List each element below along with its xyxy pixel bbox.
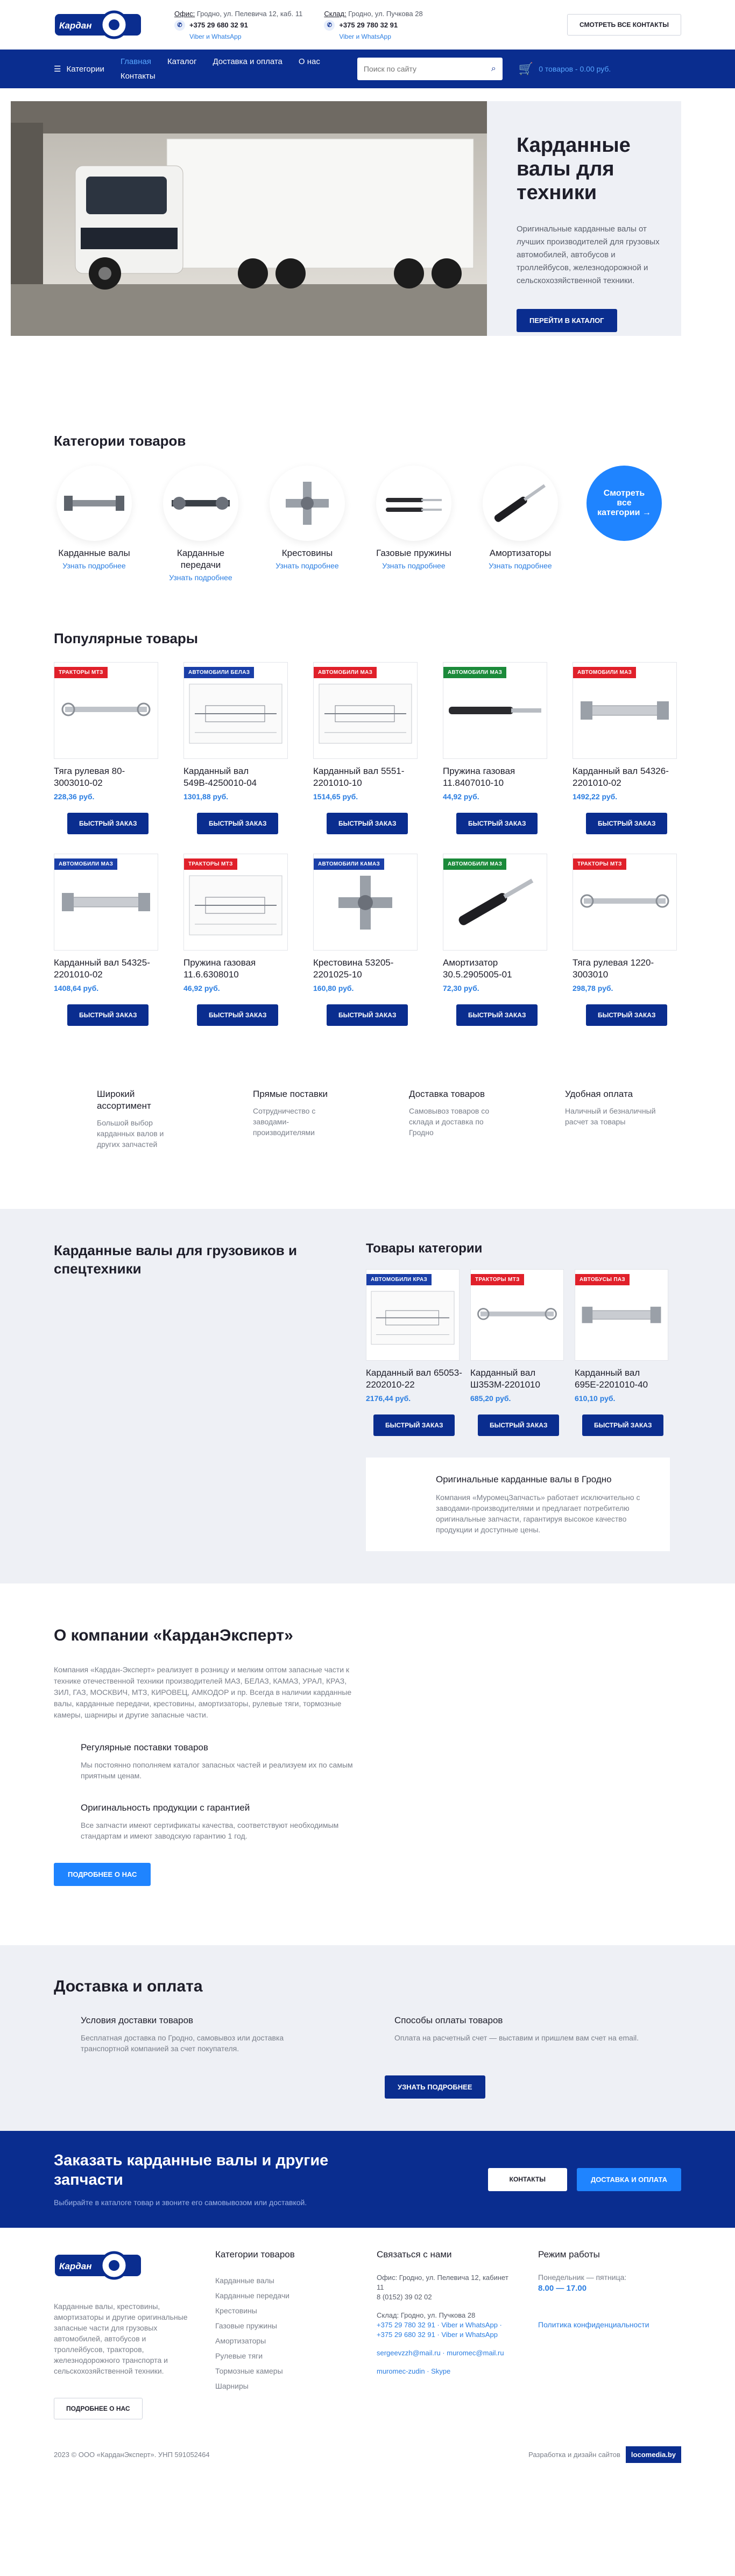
category-name[interactable]: Карданные валы bbox=[58, 548, 130, 558]
quick-order-button[interactable]: БЫСТРЫЙ ЗАКАЗ bbox=[456, 813, 538, 834]
warehouse-contact bbox=[324, 10, 422, 40]
quick-order-button[interactable]: БЫСТРЫЙ ЗАКАЗ bbox=[373, 1414, 455, 1436]
office-label: Офис: bbox=[174, 9, 195, 18]
cta-subtitle: Выбирайте в каталоге товар и звоните его самовывозом или доставкой. bbox=[54, 2198, 307, 2207]
warehouse-address: Гродно, ул. Пучкова 28 bbox=[348, 9, 423, 18]
category-image[interactable] bbox=[56, 466, 132, 541]
footer-warehouse bbox=[377, 2311, 511, 2340]
delivery-more-button[interactable]: УЗНАТЬ ПОДРОБНЕЕ bbox=[385, 2075, 485, 2099]
product-tag: АВТОМОБИЛИ МАЗ bbox=[314, 667, 377, 678]
advantage-item bbox=[253, 1088, 344, 1150]
privacy-policy-link[interactable]: Политика конфиденциальности bbox=[538, 2320, 649, 2329]
order-cta bbox=[0, 2131, 735, 2228]
cross-joint-icon bbox=[270, 466, 345, 541]
product-name[interactable]: Амортизатор 30.5.2905005-01 bbox=[443, 958, 512, 980]
product-tag: ТРАКТОРЫ МТЗ bbox=[471, 1274, 524, 1285]
category-name[interactable]: Амортизаторы bbox=[489, 548, 552, 558]
category-name[interactable]: Газовые пружины bbox=[376, 548, 451, 558]
product-tag: АВТОМОБИЛИ КАМАЗ bbox=[314, 858, 384, 870]
driveline-icon bbox=[163, 466, 238, 541]
cta-contacts-button[interactable]: КОНТАКТЫ bbox=[488, 2168, 567, 2191]
quick-order-button[interactable]: БЫСТРЫЙ ЗАКАЗ bbox=[456, 1004, 538, 1026]
search-input[interactable] bbox=[364, 65, 491, 73]
product-tag: АВТОБУСЫ ПАЗ bbox=[575, 1274, 630, 1285]
product-name[interactable]: Карданный вал 54325-2201010-02 bbox=[54, 958, 150, 980]
product-tag: АВТОМОБИЛИ МАЗ bbox=[443, 667, 506, 678]
product-name[interactable]: Тяга рулевая 80-3003010-02 bbox=[54, 766, 125, 788]
about-regular-supply bbox=[81, 1742, 353, 1781]
hero-catalog-button[interactable]: ПЕРЕЙТИ В КАТАЛОГ bbox=[517, 309, 617, 332]
product-name[interactable]: Карданный вал 695Е-2201010-40 bbox=[575, 1368, 648, 1390]
product-card[interactable] bbox=[575, 1269, 679, 1436]
product-name[interactable]: Крестовина 53205-2201025-10 bbox=[313, 958, 394, 980]
developer-text: Разработка и дизайн сайтов bbox=[528, 2451, 620, 2459]
footer-bottom bbox=[0, 2419, 735, 2479]
delivery-conditions bbox=[54, 2015, 367, 2054]
product-image[interactable] bbox=[366, 1269, 460, 1361]
nav-link-contacts[interactable]: Контакты bbox=[120, 72, 156, 81]
product-image[interactable] bbox=[183, 662, 288, 759]
advantage-title: Удобная оплата bbox=[565, 1089, 633, 1099]
product-tag: АВТОМОБИЛИ МАЗ bbox=[54, 858, 117, 870]
about-sub1-title: Регулярные поставки товаров bbox=[81, 1742, 208, 1752]
product-tag: АВТОМОБИЛИ МАЗ bbox=[573, 667, 636, 678]
product-card[interactable] bbox=[313, 854, 418, 1026]
product-image[interactable] bbox=[54, 854, 158, 951]
footer-cats-list bbox=[215, 2273, 350, 2394]
product-price: 610,10 руб. bbox=[575, 1394, 616, 1403]
svg-text:Кардан: Кардан bbox=[59, 20, 92, 31]
delivery-item2-text: Оплата на расчетный счет — выставим и пришлем вам счет на email. bbox=[394, 2033, 639, 2042]
product-image[interactable] bbox=[470, 1269, 564, 1361]
advantage-title: Прямые поставки bbox=[253, 1089, 328, 1099]
product-price: 298,78 руб. bbox=[573, 984, 613, 993]
product-name[interactable]: Карданный вал Ш353М-2201010 bbox=[470, 1368, 540, 1390]
gas-spring-icon bbox=[376, 466, 451, 541]
product-image[interactable] bbox=[313, 662, 418, 759]
hero-banner bbox=[11, 101, 681, 336]
footer-category-link[interactable]: Карданные передачи bbox=[215, 2291, 289, 2300]
category-item[interactable] bbox=[160, 466, 241, 582]
footer-category-link[interactable]: Тормозные камеры bbox=[215, 2367, 283, 2375]
main-navbar bbox=[0, 50, 735, 88]
cta-title: Заказать карданные валы и другие запчасти bbox=[54, 2152, 329, 2188]
product-image[interactable] bbox=[575, 1269, 668, 1361]
advantage-item bbox=[97, 1088, 188, 1150]
search-icon[interactable]: ⌕ bbox=[491, 64, 496, 73]
product-name[interactable]: Карданный вал 65053-2202010-22 bbox=[366, 1368, 462, 1390]
all-categories-button[interactable]: Смотреть все категории → bbox=[586, 466, 662, 541]
category-item[interactable] bbox=[480, 466, 561, 570]
product-name[interactable]: Тяга рулевая 1220-3003010 bbox=[573, 958, 654, 980]
product-price: 46,92 руб. bbox=[183, 984, 220, 993]
product-tag: ТРАКТОРЫ МТЗ bbox=[184, 858, 237, 870]
footer-skype-link[interactable]: muromec-zudin · Skype bbox=[377, 2367, 451, 2375]
advantages-row bbox=[0, 1088, 735, 1150]
cta-buttons bbox=[488, 2168, 681, 2191]
footer-office-address: Офис: Гродно, ул. Пелевича 12, кабинет 11 bbox=[377, 2274, 508, 2291]
svg-text:Кардан: Кардан bbox=[59, 2261, 92, 2271]
footer-cats-title: Категории товаров bbox=[215, 2249, 295, 2260]
footer-categories bbox=[215, 2249, 350, 2419]
nav-links bbox=[121, 57, 347, 81]
about-sub1-text: Мы постоянно пополняем каталог запасных частей и реализуем их по самым приятным ценам. bbox=[81, 1761, 353, 1780]
product-price: 685,20 руб. bbox=[470, 1394, 511, 1403]
about-sub2-text: Все запчасти имеют сертификаты качества, соответствуют необходимым стандартам и имеют заводскую гарантию 1 год. bbox=[81, 1821, 339, 1840]
categories-title: Категории товаров bbox=[54, 433, 186, 449]
delivery-title: Доставка и оплата bbox=[54, 1977, 203, 1995]
product-image[interactable] bbox=[443, 854, 547, 951]
product-card[interactable] bbox=[54, 662, 158, 834]
category-name[interactable]: Карданные передачи bbox=[176, 548, 225, 570]
about-more-button[interactable]: ПОДРОБНЕЕ О НАС bbox=[54, 1863, 151, 1886]
original-parts-title: Оригинальные карданные валы в Гродно bbox=[436, 1474, 612, 1484]
advantage-item bbox=[409, 1088, 500, 1150]
popular-title: Популярные товары bbox=[54, 630, 199, 646]
product-card[interactable] bbox=[443, 662, 547, 834]
product-name[interactable]: Карданный вал 54326-2201010-02 bbox=[573, 766, 669, 788]
product-tag: АВТОМОБИЛИ БЕЛАЗ bbox=[184, 667, 254, 678]
hero-truck-image bbox=[11, 101, 487, 336]
footer-email-list[interactable]: sergeevzzh@mail.ru · muromec@mail.ru bbox=[377, 2349, 504, 2357]
product-card[interactable] bbox=[470, 1269, 575, 1436]
advantage-text: Самовывоз товаров со склада и доставка по Гродно bbox=[409, 1107, 490, 1137]
category-name[interactable]: Крестовины bbox=[281, 548, 333, 558]
developer-badge: locomedia.by bbox=[626, 2446, 681, 2463]
product-card[interactable] bbox=[183, 854, 288, 1026]
office-address: Гродно, ул. Пелевича 12, каб. 11 bbox=[196, 9, 303, 18]
product-name[interactable]: Карданный вал 5551-2201010-10 bbox=[313, 766, 405, 788]
cta-delivery-button[interactable]: ДОСТАВКА И ОПЛАТА bbox=[577, 2168, 681, 2191]
warehouse-label: Склад: bbox=[324, 9, 347, 18]
nav-link-delivery[interactable]: Доставка и оплата bbox=[213, 57, 282, 66]
product-name[interactable]: Карданный вал 549В-4250010-04 bbox=[183, 766, 257, 788]
original-parts-text: Компания «МуромецЗапчасть» работает исключительно с заводами-производителями и предлагает потребителю оригинальные запчасти, гарантируя высокое качество продукции и доступные цены. bbox=[436, 1493, 640, 1534]
search-box bbox=[357, 58, 503, 80]
product-image[interactable] bbox=[573, 662, 677, 759]
category-more-link[interactable]: Узнать подробнее bbox=[382, 561, 446, 570]
product-image[interactable] bbox=[443, 662, 547, 759]
footer-category-link[interactable]: Крестовины bbox=[215, 2306, 257, 2315]
advantage-text: Большой выбор карданных валов и других запчастей bbox=[97, 1118, 164, 1149]
quick-order-button[interactable]: БЫСТРЫЙ ЗАКАЗ bbox=[197, 1004, 278, 1026]
warehouse-phone[interactable]: +375 29 780 32 91 bbox=[339, 21, 398, 29]
footer-about-button[interactable]: ПОДРОБНЕЕ О НАС bbox=[54, 2398, 143, 2419]
footer-warehouse-address: Склад: Гродно, ул. Пучкова 28 bbox=[377, 2311, 476, 2319]
footer-office bbox=[377, 2273, 511, 2302]
about-title: О компании «КарданЭксперт» bbox=[54, 1627, 293, 1644]
office-contact bbox=[174, 10, 302, 40]
category-image[interactable] bbox=[376, 466, 451, 541]
product-price: 72,30 руб. bbox=[443, 984, 479, 993]
product-name[interactable]: Пружина газовая 11.8407010-10 bbox=[443, 766, 515, 788]
product-price: 1301,88 руб. bbox=[183, 792, 229, 801]
product-tag: АВТОМОБИЛИ МАЗ bbox=[443, 858, 506, 870]
delivery-item1-text: Бесплатная доставка по Гродно, самовывоз или доставка транспортной компанией за счет покупателя. bbox=[81, 2033, 284, 2053]
hero-text: Оригинальные карданные валы от лучших производителей для грузовых автомобилей, автобусов и троллейбусов, железнодорожной и сельскохозяйственной техники. bbox=[517, 224, 660, 285]
category-image[interactable] bbox=[163, 466, 238, 541]
category-image[interactable] bbox=[270, 466, 345, 541]
category-products-grid bbox=[366, 1269, 670, 1436]
product-card[interactable] bbox=[313, 662, 418, 834]
category-intro bbox=[54, 1241, 312, 1551]
product-image[interactable] bbox=[54, 662, 158, 759]
product-card[interactable] bbox=[443, 854, 547, 1026]
product-price: 1408,64 руб. bbox=[54, 984, 99, 993]
footer-office-phone[interactable]: 8 (0152) 39 02 02 bbox=[377, 2293, 432, 2301]
category-more-link[interactable]: Узнать подробнее bbox=[62, 561, 126, 570]
footer-logo[interactable] bbox=[54, 2249, 142, 2282]
category-item[interactable] bbox=[373, 466, 454, 570]
footer-contact-title: Связаться с нами bbox=[377, 2249, 452, 2260]
product-image[interactable] bbox=[313, 854, 418, 951]
office-phone[interactable]: +375 29 680 32 91 bbox=[189, 21, 248, 29]
catalog-menu-button[interactable] bbox=[54, 64, 104, 74]
quick-order-button[interactable]: БЫСТРЫЙ ЗАКАЗ bbox=[327, 1004, 408, 1026]
catalog-menu-label: Категории bbox=[66, 64, 104, 74]
product-card[interactable] bbox=[573, 854, 677, 1026]
product-price: 1492,22 руб. bbox=[573, 792, 618, 801]
top-header bbox=[0, 0, 735, 50]
product-image[interactable] bbox=[183, 854, 288, 951]
cart-icon: 🛒 bbox=[518, 62, 534, 75]
popular-grid bbox=[54, 662, 681, 1026]
product-card[interactable] bbox=[183, 662, 288, 834]
popular-section bbox=[0, 630, 735, 1026]
quick-order-button[interactable]: БЫСТРЫЙ ЗАКАЗ bbox=[582, 1414, 663, 1436]
product-card[interactable] bbox=[573, 662, 677, 834]
footer-category-link[interactable]: Шарниры bbox=[215, 2382, 249, 2390]
product-price: 228,36 руб. bbox=[54, 792, 95, 801]
office-messengers[interactable]: Viber и WhatsApp bbox=[189, 32, 242, 40]
footer-hours-days: Понедельник — пятница: bbox=[538, 2273, 627, 2282]
product-tag: АВТОМОБИЛИ КРАЗ bbox=[366, 1274, 432, 1285]
quick-order-button[interactable]: БЫСТРЫЙ ЗАКАЗ bbox=[586, 813, 667, 834]
shaft-icon bbox=[56, 466, 132, 541]
cart[interactable] bbox=[519, 62, 611, 76]
phone-icon: ✆ bbox=[174, 20, 185, 31]
footer-hours bbox=[538, 2249, 673, 2419]
hero-text-panel bbox=[487, 101, 681, 336]
delivery-section bbox=[0, 1945, 735, 2131]
quick-order-button[interactable]: БЫСТРЫЙ ЗАКАЗ bbox=[67, 813, 149, 834]
quick-order-button[interactable]: БЫСТРЫЙ ЗАКАЗ bbox=[327, 813, 408, 834]
developer-credit[interactable] bbox=[528, 2446, 681, 2463]
footer-hours-time: 8.00 — 17.00 bbox=[538, 2284, 587, 2293]
about-text: Компания «Кардан-Эксперт» реализует в розницу и мелким оптом запасные части к технике отечественной техники производителей МАЗ, БЕЛАЗ, КАМАЗ, УРАЛ, КРАЗ, ЗИЛ, ГАЗ, МОСКВИЧ, МТЗ, КИРОВЕЦ, АМКОДОР и пр. Всегда в наличии карданные валы, карданные передачи, крестовины, амортизаторы, рулевые тяги, тормозные камеры, шарниры и другие запасные части. bbox=[54, 1665, 352, 1719]
footer-warehouse-phones[interactable]: +375 29 780 32 91 · Viber и WhatsApp · +375 29 680 32 91 · Viber и WhatsApp bbox=[377, 2321, 502, 2339]
phone-icon: ✆ bbox=[324, 20, 335, 31]
footer-emails bbox=[377, 2348, 511, 2358]
shock-absorber-icon bbox=[483, 466, 558, 541]
nav-link-home[interactable]: Главная bbox=[120, 57, 151, 66]
about-originality bbox=[81, 1803, 339, 1841]
original-parts-box bbox=[366, 1458, 670, 1551]
hamburger-icon: ☰ bbox=[54, 65, 61, 74]
category-more-link[interactable]: Узнать подробнее bbox=[275, 561, 339, 570]
quick-order-button[interactable]: БЫСТРЫЙ ЗАКАЗ bbox=[197, 813, 278, 834]
about-section bbox=[0, 1583, 377, 1886]
category-products bbox=[366, 1241, 670, 1551]
all-contacts-button[interactable]: СМОТРЕТЬ ВСЕ КОНТАКТЫ bbox=[567, 14, 681, 36]
nav-link-about[interactable]: О нас bbox=[298, 57, 320, 66]
category-image[interactable] bbox=[483, 466, 558, 541]
category-item[interactable] bbox=[54, 466, 135, 570]
category-products-title: Товары категории bbox=[366, 1241, 483, 1256]
categories-section bbox=[0, 433, 735, 582]
advantage-text: Наличный и безналичный расчет за товары bbox=[565, 1107, 656, 1126]
product-tag: ТРАКТОРЫ МТЗ bbox=[54, 667, 108, 678]
product-name[interactable]: Пружина газовая 11.6.6308010 bbox=[183, 958, 256, 980]
footer-about bbox=[54, 2249, 188, 2419]
site-logo[interactable] bbox=[54, 9, 142, 41]
advantage-title: Широкий ассортимент bbox=[97, 1089, 151, 1111]
category-item[interactable] bbox=[267, 466, 348, 570]
footer bbox=[0, 2228, 735, 2419]
advantage-title: Доставка товаров bbox=[409, 1089, 485, 1099]
advantage-item bbox=[565, 1088, 656, 1150]
delivery-row bbox=[54, 2015, 681, 2054]
category-more-link[interactable]: Узнать подробнее bbox=[169, 573, 232, 582]
footer-about-text: Карданные валы, крестовины, амортизаторы и другие оригинальные запасные части для грузовых автомобилей, автобусов и троллейбусов, тракторов, железнодорожного транспорта и сельскохозяйственной техники. bbox=[54, 2302, 188, 2375]
copyright: 2023 © ООО «КарданЭксперт». УНП 591052464 bbox=[54, 2451, 210, 2459]
footer-category-link[interactable]: Рулевые тяги bbox=[215, 2352, 263, 2360]
categories-row bbox=[54, 466, 681, 582]
product-price: 2176,44 руб. bbox=[366, 1394, 411, 1403]
quick-order-button[interactable]: БЫСТРЫЙ ЗАКАЗ bbox=[586, 1004, 667, 1026]
footer-skype bbox=[377, 2367, 511, 2376]
product-price: 44,92 руб. bbox=[443, 792, 479, 801]
footer-category-link[interactable]: Амортизаторы bbox=[215, 2336, 266, 2345]
product-image[interactable] bbox=[573, 854, 677, 951]
footer-contacts bbox=[377, 2249, 511, 2419]
footer-category-link[interactable]: Карданные валы bbox=[215, 2276, 274, 2285]
quick-order-button[interactable]: БЫСТРЫЙ ЗАКАЗ bbox=[478, 1414, 559, 1436]
product-price: 1514,65 руб. bbox=[313, 792, 358, 801]
about-sub2-title: Оригинальность продукции с гарантией bbox=[81, 1803, 250, 1813]
nav-link-catalog[interactable]: Каталог bbox=[167, 57, 197, 66]
category-intro-title: Карданные валы для грузовиков и спецтехники bbox=[54, 1242, 297, 1277]
delivery-item2-title: Способы оплаты товаров bbox=[394, 2015, 503, 2025]
product-tag: ТРАКТОРЫ МТЗ bbox=[573, 858, 626, 870]
category-products-block bbox=[0, 1209, 735, 1583]
warehouse-messengers[interactable]: Viber и WhatsApp bbox=[339, 32, 391, 40]
cta-text bbox=[54, 2151, 398, 2208]
product-price: 160,80 руб. bbox=[313, 984, 354, 993]
payment-methods bbox=[367, 2015, 681, 2054]
advantage-text: Сотрудничество с заводами-производителями bbox=[253, 1107, 316, 1137]
header-contacts bbox=[174, 10, 423, 40]
category-more-link[interactable]: Узнать подробнее bbox=[489, 561, 552, 570]
cart-summary: 0 товаров - 0.00 руб. bbox=[539, 65, 611, 73]
footer-category-link[interactable]: Газовые пружины bbox=[215, 2321, 277, 2330]
footer-hours-title: Режим работы bbox=[538, 2249, 600, 2260]
quick-order-button[interactable]: БЫСТРЫЙ ЗАКАЗ bbox=[67, 1004, 149, 1026]
product-card[interactable] bbox=[366, 1269, 470, 1436]
hero-title: Карданные валы для техники bbox=[517, 134, 631, 204]
product-card[interactable] bbox=[54, 854, 158, 1026]
delivery-item1-title: Условия доставки товаров bbox=[81, 2015, 194, 2025]
